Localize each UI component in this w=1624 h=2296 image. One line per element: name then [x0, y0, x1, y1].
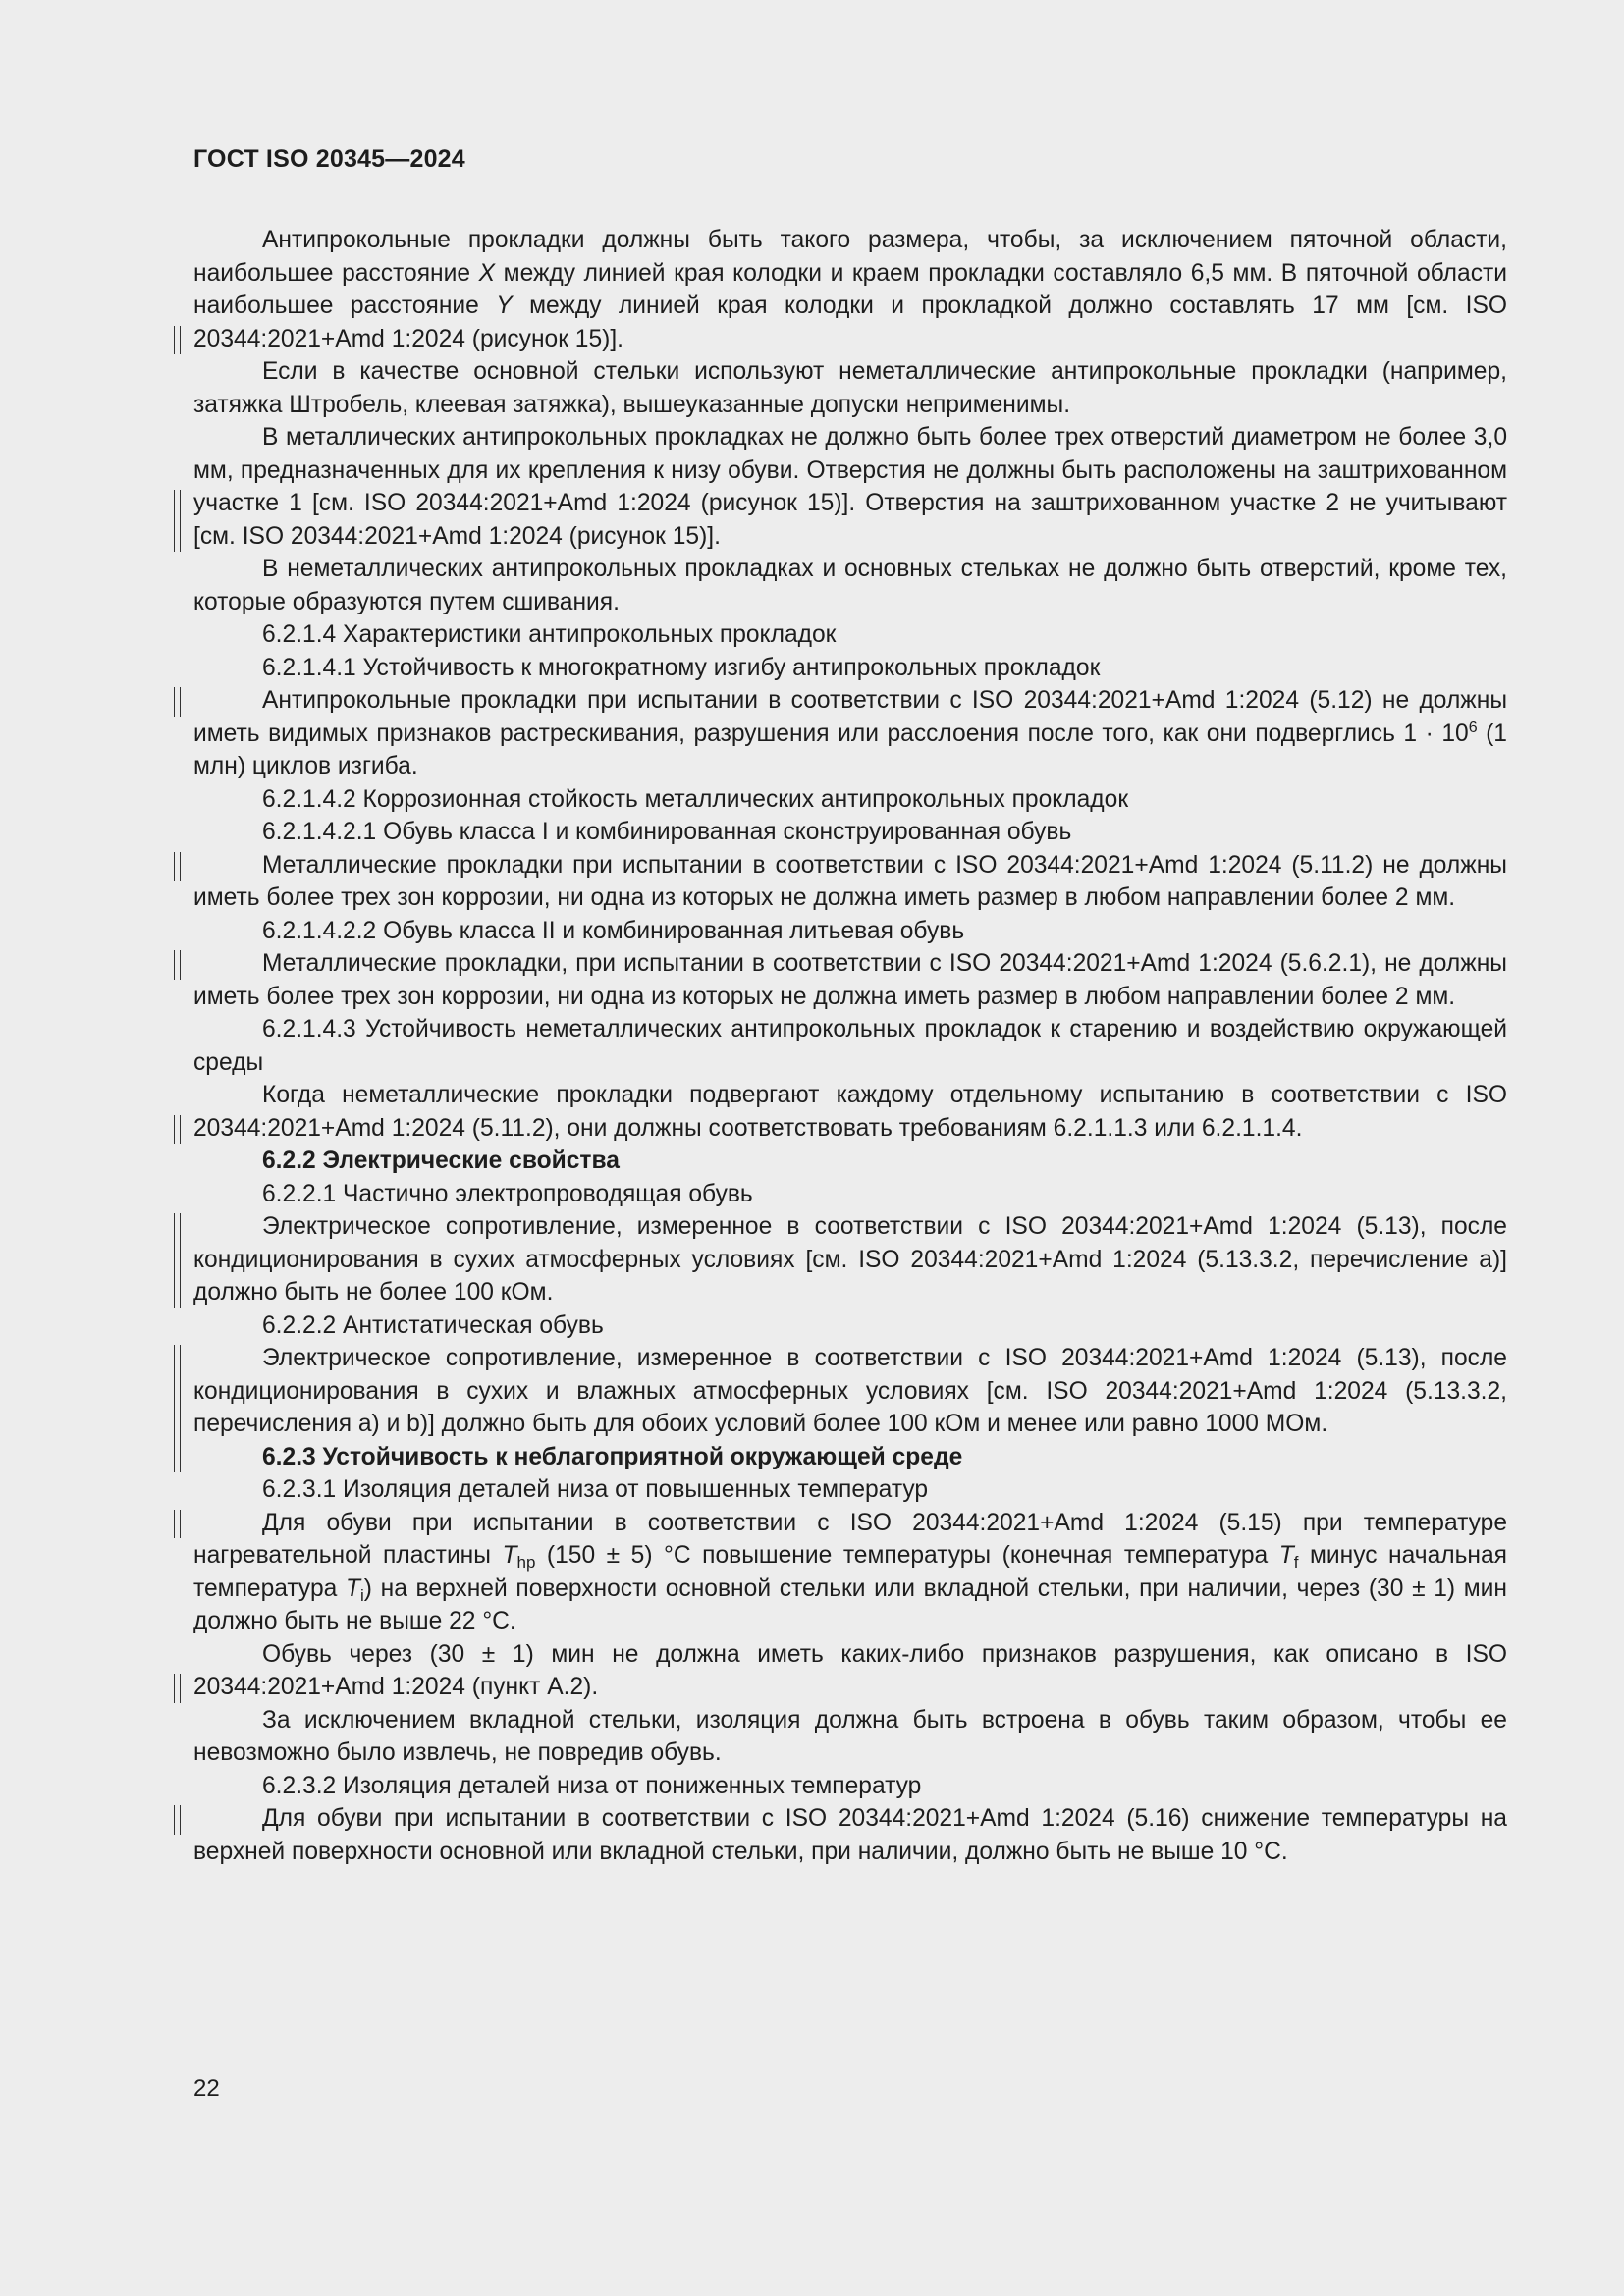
- paragraph: [193, 1342, 1507, 1441]
- change-bar: [174, 950, 181, 980]
- paragraph: [193, 1507, 1507, 1638]
- paragraph: [193, 1638, 1507, 1704]
- text-run: За исключением вкладной стельки, изоляция должна быть встроена в обувь таким образом, чтобы ее невозможно было извлечь, не повредив обувь.: [193, 1706, 1507, 1766]
- text-run: между линией края колодки и краем прокладки составляло 6,5 мм. В пяточной области наибольшее расстояние: [193, 259, 1507, 319]
- section-heading: [193, 816, 1507, 849]
- section-heading: [193, 652, 1507, 685]
- text-run: (150 ± 5) °С повышение температуры (конечная температура: [535, 1542, 1279, 1569]
- text-run: 6.2.1.4.1 Устойчивость к многократному изгибу антипрокольных прокладок: [262, 654, 1101, 681]
- text-run: 6.2.1.4.2.1 Обувь класса I и комбинированная сконструированная обувь: [262, 819, 1072, 845]
- text-run: Электрическое сопротивление, измеренное в соответствии с ISO 20344:2021+Amd 1:2024 (5.13), после кондиционирования в сухих атмосферных условиях [см. ISO 20344:2021+Amd 1:2024 (5.13.3.2, перечисление а)] должно быть не более 100 кОм.: [193, 1213, 1507, 1306]
- paragraph: [193, 1704, 1507, 1770]
- text-run: 6.2.1.4 Характеристики антипрокольных прокладок: [262, 621, 837, 648]
- change-bar: [174, 852, 181, 881]
- superscript: 6: [1468, 719, 1478, 736]
- text-run: 6.2.2.1 Частично электропроводящая обувь: [262, 1180, 753, 1207]
- text-run: T: [1278, 1542, 1294, 1569]
- paragraph: [193, 1802, 1507, 1868]
- text-run: Антипрокольные прокладки должны быть такого размера, чтобы, за исключением пяточной области, наибольшее расстояние: [193, 227, 1507, 287]
- text-run: В металлических антипрокольных прокладках не должно быть более трех отверстий диаметром не более 3,0 мм, предназначенных для их крепления к низу обуви. Отверстия не должны быть расположены на заштрихованном участке 1 [см. ISO 20344:2021+Amd 1:2024 (рисунок 15)]. Отверстия на заштрихованном участке 2 не учитывают [см. ISO 20344:2021+Amd 1:2024 (рисунок 15)].: [193, 424, 1507, 550]
- paragraph: [193, 421, 1507, 553]
- text-run: Антипрокольные прокладки при испытании в соответствии с ISO 20344:2021+Amd 1:2024 (5.12) не должны иметь видимых признаков растрескивания, разрушения или расслоения после того, как они подверглись 1 · 10: [193, 687, 1507, 747]
- paragraph: [193, 553, 1507, 618]
- section-heading: [193, 1473, 1507, 1507]
- text-run: В неметаллических антипрокольных прокладках и основных стельках не должно быть отверстий, кроме тех, которые образуются путем сшивания.: [193, 556, 1507, 615]
- paragraph: [193, 1079, 1507, 1145]
- paragraph: [193, 947, 1507, 1013]
- section-heading: [193, 915, 1507, 948]
- section-heading: [193, 783, 1507, 817]
- text-run: 6.2.1.4.2.2 Обувь класса II и комбинированная литьевая обувь: [262, 917, 965, 944]
- text-run: между линией края колодки и прокладкой должно составлять 17 мм [см. ISO 20344:2021+Amd 1:2024 (рисунок 15)].: [193, 293, 1507, 352]
- text-run: Когда неметаллические прокладки подвергают каждому отдельному испытанию в соответствии с ISO 20344:2021+Amd 1:2024 (5.11.2), они должны соответствовать требованиям 6.2.1.1.3 или 6.2.1.1.4.: [193, 1082, 1507, 1142]
- document-header: ГОСТ ISO 20345—2024: [193, 145, 465, 173]
- text-run: ) на верхней поверхности основной стельки или вкладной стельки, при наличии, через (30 ± 1) мин должно быть не выше 22 °С.: [193, 1575, 1507, 1634]
- paragraph: [193, 684, 1507, 783]
- subscript: hp: [516, 1553, 536, 1572]
- paragraph: [193, 224, 1507, 355]
- text-run: 6.2.2.2 Антистатическая обувь: [262, 1311, 604, 1339]
- section-heading: [193, 618, 1507, 652]
- text-run: Для обуви при испытании в соответствии с ISO 20344:2021+Amd 1:2024 (5.16) снижение температуры на верхней поверхности основной или вкладной стельки, при наличии, должно быть не выше 10 °С.: [193, 1805, 1507, 1865]
- paragraph: [193, 355, 1507, 421]
- section-heading: [193, 1178, 1507, 1211]
- change-bar: [174, 1345, 181, 1472]
- text-run: 6.2.3.2 Изоляция деталей низа от пониженных температур: [262, 1772, 922, 1799]
- change-bar: [174, 1115, 181, 1145]
- text-run: Металлические прокладки, при испытании в соответствии с ISO 20344:2021+Amd 1:2024 (5.6.2.1), не должны иметь более трех зон коррозии, ни одна из которых не должна иметь размер в любом направлении более 2 мм.: [193, 950, 1507, 1010]
- text-run: 6.2.1.4.2 Коррозионная стойкость металлических антипрокольных прокладок: [262, 785, 1129, 813]
- text-run: X: [478, 259, 496, 287]
- paragraph: [193, 849, 1507, 915]
- change-bar: [174, 1213, 181, 1308]
- change-bar: [174, 687, 181, 717]
- text-run: 6.2.3.1 Изоляция деталей низа от повышенных температур: [262, 1476, 929, 1503]
- section-heading: [193, 1441, 1507, 1474]
- change-bar: [174, 1805, 181, 1835]
- text-run: 6.2.1.4.3 Устойчивость неметаллических антипрокольных прокладок к старению и воздействию окружающей среды: [193, 1016, 1507, 1076]
- section-heading: [193, 1145, 1507, 1178]
- subscript: i: [360, 1585, 364, 1605]
- document-body: [193, 224, 1507, 1868]
- section-heading: [193, 1770, 1507, 1803]
- text-run: 6.2.2 Электрические свойства: [262, 1148, 620, 1174]
- page-number: 22: [193, 2075, 220, 2102]
- change-bar: [174, 490, 181, 552]
- section-heading: [193, 1309, 1507, 1343]
- text-run: Для обуви при испытании в соответствии с ISO 20344:2021+Amd 1:2024 (5.15) при температуре нагревательной пластины: [193, 1509, 1507, 1569]
- text-run: 6.2.3 Устойчивость к неблагоприятной окружающей среде: [262, 1443, 963, 1470]
- text-run: Обувь через (30 ± 1) мин не должна иметь каких-либо признаков разрушения, как описано в ISO 20344:2021+Amd 1:2024 (пункт А.2).: [193, 1640, 1507, 1700]
- change-bar: [174, 1674, 181, 1703]
- subscript: f: [1293, 1553, 1299, 1572]
- change-bar: [174, 326, 181, 355]
- text-run: Y: [496, 293, 513, 319]
- text-run: Если в качестве основной стельки используют неметаллические антипрокольные прокладки (например, затяжка Штробель, клеевая затяжка), вышеуказанные допуски неприменимы.: [193, 358, 1507, 418]
- text-run: минус начальная температура: [193, 1542, 1507, 1602]
- text-run: (1 млн) циклов изгиба.: [193, 720, 1507, 779]
- text-run: T: [502, 1542, 517, 1569]
- change-bar: [174, 1510, 181, 1539]
- text-run: T: [345, 1575, 360, 1602]
- text-run: Металлические прокладки при испытании в соответствии с ISO 20344:2021+Amd 1:2024 (5.11.2) не должны иметь более трех зон коррозии, ни одна из которых не должна иметь размер в любом направлении более 2 мм.: [193, 851, 1507, 911]
- paragraph: [193, 1210, 1507, 1309]
- text-run: Электрическое сопротивление, измеренное в соответствии с ISO 20344:2021+Amd 1:2024 (5.13), после кондиционирования в сухих и влажных атмосферных условиях [см. ISO 20344:2021+Amd 1:2024 (5.13.3.2, перечисления а) и b)] должно быть для обоих условий более 100 кОм и менее или равно 1000 МОм.: [193, 1345, 1507, 1437]
- paragraph: [193, 1013, 1507, 1079]
